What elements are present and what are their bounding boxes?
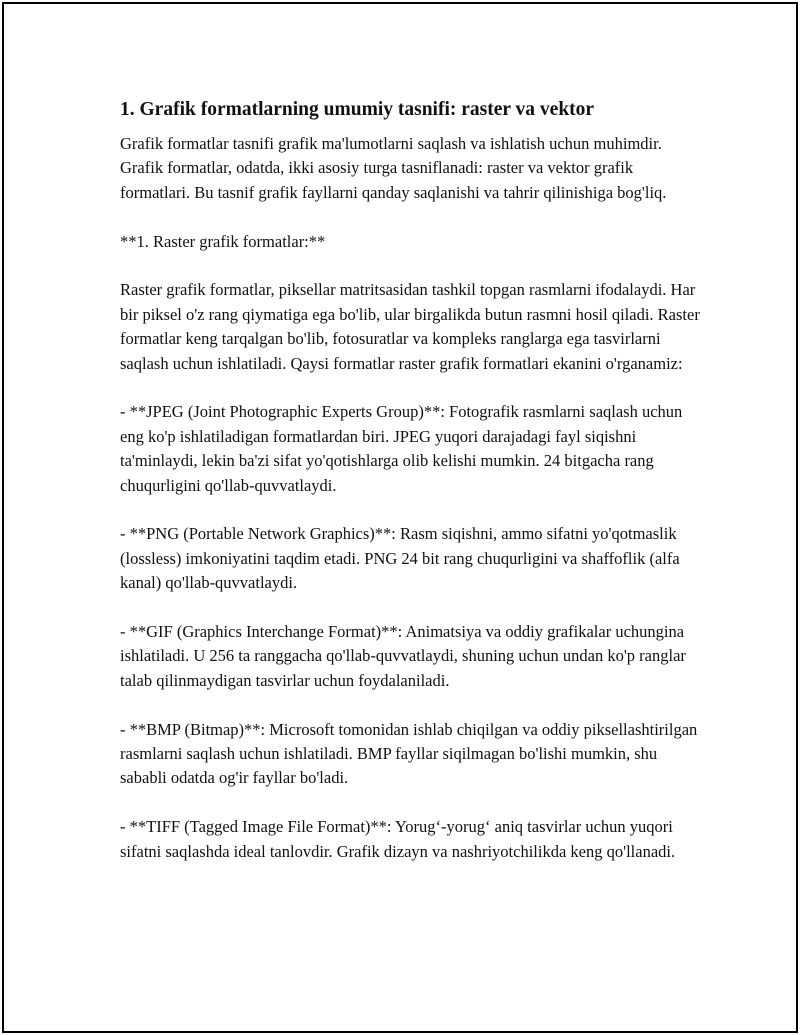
tiff-list-item: - **TIFF (Tagged Image File Format)**: Yorug‘-yorug‘ aniq tasvirlar uchun yuqori sifatni saqlashda ideal tanlovdir. Grafik dizayn va nashriyotchilikda keng qo'llanadi. <box>120 817 676 861</box>
document-body <box>120 97 700 864</box>
raster-heading: **1. Raster grafik formatlar:** <box>120 231 326 251</box>
intro-paragraph: Grafik formatlar tasnifi grafik ma'lumotlarni saqlash va ishlatish uchun muhimdir. Grafik formatlar, odatda, ikki asosiy turga tasniflanadi: raster va vektor grafik formatlari. Bu tasnif grafik fayllarni qanday saqlanishi va tahrir qilinishiga bog'liq. <box>120 134 667 202</box>
document-page <box>2 2 798 1033</box>
raster-description-paragraph: Raster grafik formatlar, piksellar matritsasidan tashkil topgan rasmlarni ifodalaydi. Har bir piksel o'z rang qiymatiga ega bo'lib, ular birgalikda butun rasmni hosil qiladi. Raster formatlar keng tarqalgan bo'lib, fotosuratlar va kompleks ranglarga ega tasvirlarni saqlash uchun ishlatiladi. Qaysi formatlar raster grafik formatlari ekanini o'rganamiz: <box>120 280 700 373</box>
bmp-list-item: - **BMP (Bitmap)**: Microsoft tomonidan ishlab chiqilgan va oddiy piksellashtirilgan rasmlarni saqlash uchun ishlatiladi. BMP fayllar siqilmagan bo'lishi mumkin, shu sababli odatda og'ir fayllar bo'ladi. <box>120 719 698 788</box>
gif-list-item: - **GIF (Graphics Interchange Format)**: Animatsiya va oddiy grafikalar uchungina ishlatiladi. U 256 ta ranggacha qo'llab-quvvatlaydi, shuning uchun undan ko'p ranglar talab qilinmaydigan tasvirlar uchun foydalaniladi. <box>120 622 686 690</box>
png-list-item: - **PNG (Portable Network Graphics)**: Rasm siqishni, ammo sifatni yo'qotmaslik (lossless) imkoniyatini taqdim etadi. PNG 24 bit rang chuqurligini va shaffoflik (alfa kanal) qo'llab-quvvatlaydi. <box>120 524 680 593</box>
jpeg-list-item: - **JPEG (Joint Photographic Experts Group)**: Fotografik rasmlarni saqlash uchun eng ko'p ishlatiladigan formatlardan biri. JPEG yuqori darajadagi fayl siqishni ta'minlaydi, lekin ba'zi sifat yo'qotishlarga olib kelishi mumkin. 24 bitgacha rang chuqurligini qo'llab-quvvatlaydi. <box>120 402 683 495</box>
section-title: 1. Grafik formatlarning umumiy tasnifi: raster va vektor <box>120 99 595 120</box>
